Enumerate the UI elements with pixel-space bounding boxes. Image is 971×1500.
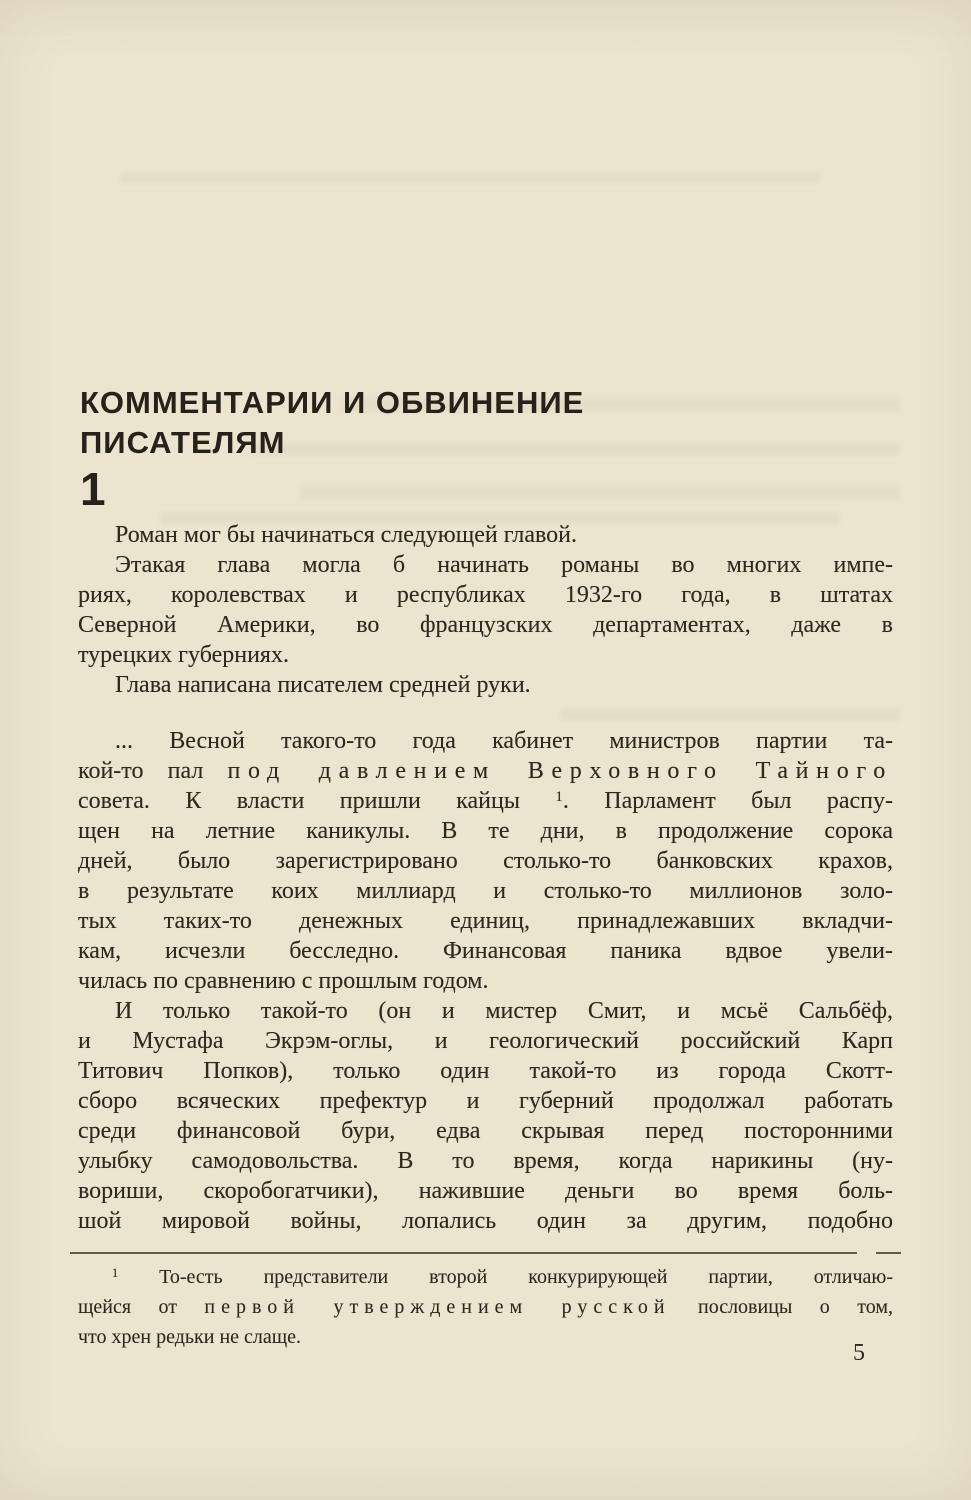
text-line: [78, 786, 893, 816]
text-line: [78, 1146, 893, 1176]
show-through-artifact: [120, 172, 820, 184]
text-line: [78, 670, 893, 700]
text-line: [78, 610, 893, 640]
text-run: щен на летние каникулы. В те дни, в продолжение сорока: [78, 818, 893, 844]
text-run: То-есть представители второй конкурирующей партии, отличаю-: [118, 1266, 893, 1288]
show-through-artifact: [300, 486, 900, 500]
paragraph-5: [78, 996, 893, 1236]
text-run: в результате коих миллиард и столько-то миллионов золо-: [78, 878, 893, 904]
text-line: [78, 846, 893, 876]
chapter-title-line-2: ПИСАТЕЛЯМ: [80, 425, 286, 460]
text-line: [78, 1206, 893, 1236]
text-line: [78, 1322, 893, 1352]
text-run: Титович Попков), только один такой-то из города Скотт-: [78, 1058, 893, 1084]
text-run: улыбку самодовольства. В то время, когда нарикины (ну-: [78, 1148, 893, 1174]
section-number: 1: [80, 463, 106, 515]
footnote-reference: 1: [555, 789, 563, 806]
text-run: дней, было зарегистрировано столько-то банковских крахов,: [78, 848, 893, 874]
text-run: Глава написана писателем средней руки.: [115, 672, 531, 698]
text-run: и Мустафа Экрэм-оглы, и геологический российский Карп: [78, 1028, 893, 1054]
footnote-reference: 1: [112, 1266, 119, 1281]
body-text: [78, 520, 893, 1236]
text-line: [78, 756, 893, 786]
text-run: пословицы о том,: [670, 1296, 893, 1318]
text-run: . Парламент был распу-: [562, 788, 893, 814]
paragraph-1: [78, 520, 893, 550]
footnote: [78, 1262, 893, 1352]
text-line: [78, 1176, 893, 1206]
text-run: под давлением Верховного Тайного: [227, 758, 893, 784]
text-line: [78, 906, 893, 936]
text-line: [78, 726, 893, 756]
text-run: среди финансовой бури, едва скрывая перед посторонними: [78, 1118, 893, 1144]
text-run: тых таких-то денежных единиц, принадлежавших вкладчи-: [78, 908, 893, 934]
page-number: 5: [853, 1340, 865, 1366]
paragraph-4: [78, 726, 893, 996]
text-run: ... Весной такого-то года кабинет министров партии та-: [115, 728, 893, 754]
text-run: шой мировой войны, лопались один за другим, подобно: [78, 1208, 893, 1234]
text-run: что хрен редьки не слаще.: [78, 1326, 302, 1348]
text-run: Северной Америки, во французских департаментах, даже в: [78, 612, 893, 638]
text-line: [78, 550, 893, 580]
text-run: кой-то пал: [78, 758, 228, 784]
text-run: Этакая глава могла б начинать романы во многих импе-: [115, 552, 893, 578]
text-line: [78, 1116, 893, 1146]
text-line: [78, 520, 893, 550]
chapter-title: [80, 383, 584, 463]
text-line: [78, 1262, 893, 1292]
text-run: кам, исчезли бесследно. Финансовая паника вдвое увели-: [78, 938, 893, 964]
text-line: [78, 1056, 893, 1086]
text-run: первой утверждением русской: [204, 1296, 671, 1318]
text-run: щейся от: [78, 1296, 205, 1318]
footnote-rule: [70, 1252, 857, 1254]
text-line: [78, 1292, 893, 1322]
text-line: [78, 1086, 893, 1116]
footnote-paragraph: [78, 1262, 893, 1352]
text-line: [78, 876, 893, 906]
text-run: чилась по сравнению с прошлым годом.: [78, 968, 489, 994]
text-line: [78, 966, 893, 996]
text-run: И только такой-то (он и мистер Смит, и мсьё Сальбёф,: [115, 998, 893, 1024]
text-run: Роман мог бы начинаться следующей главой.: [115, 522, 577, 548]
text-line: [78, 640, 893, 670]
text-line: [78, 816, 893, 846]
text-run: сборо всяческих префектур и губерний продолжал работать: [78, 1088, 893, 1114]
text-run: риях, королевствах и республиках 1932-го года, в штатах: [78, 582, 893, 608]
text-line: [78, 580, 893, 610]
footnote-rule-dash: [876, 1252, 901, 1254]
paragraph-2: [78, 550, 893, 670]
text-run: вориши, скоробогатчики), нажившие деньги во время боль-: [78, 1178, 893, 1204]
text-run: совета. К власти пришли кайцы: [78, 788, 556, 814]
text-line: [78, 996, 893, 1026]
text-line: [78, 936, 893, 966]
paragraph-3: [78, 670, 893, 700]
chapter-title-line-1: КОММЕНТАРИИ И ОБВИНЕНИЕ: [80, 385, 585, 420]
text-run: турецких губерниях.: [78, 642, 289, 668]
text-line: [78, 1026, 893, 1056]
